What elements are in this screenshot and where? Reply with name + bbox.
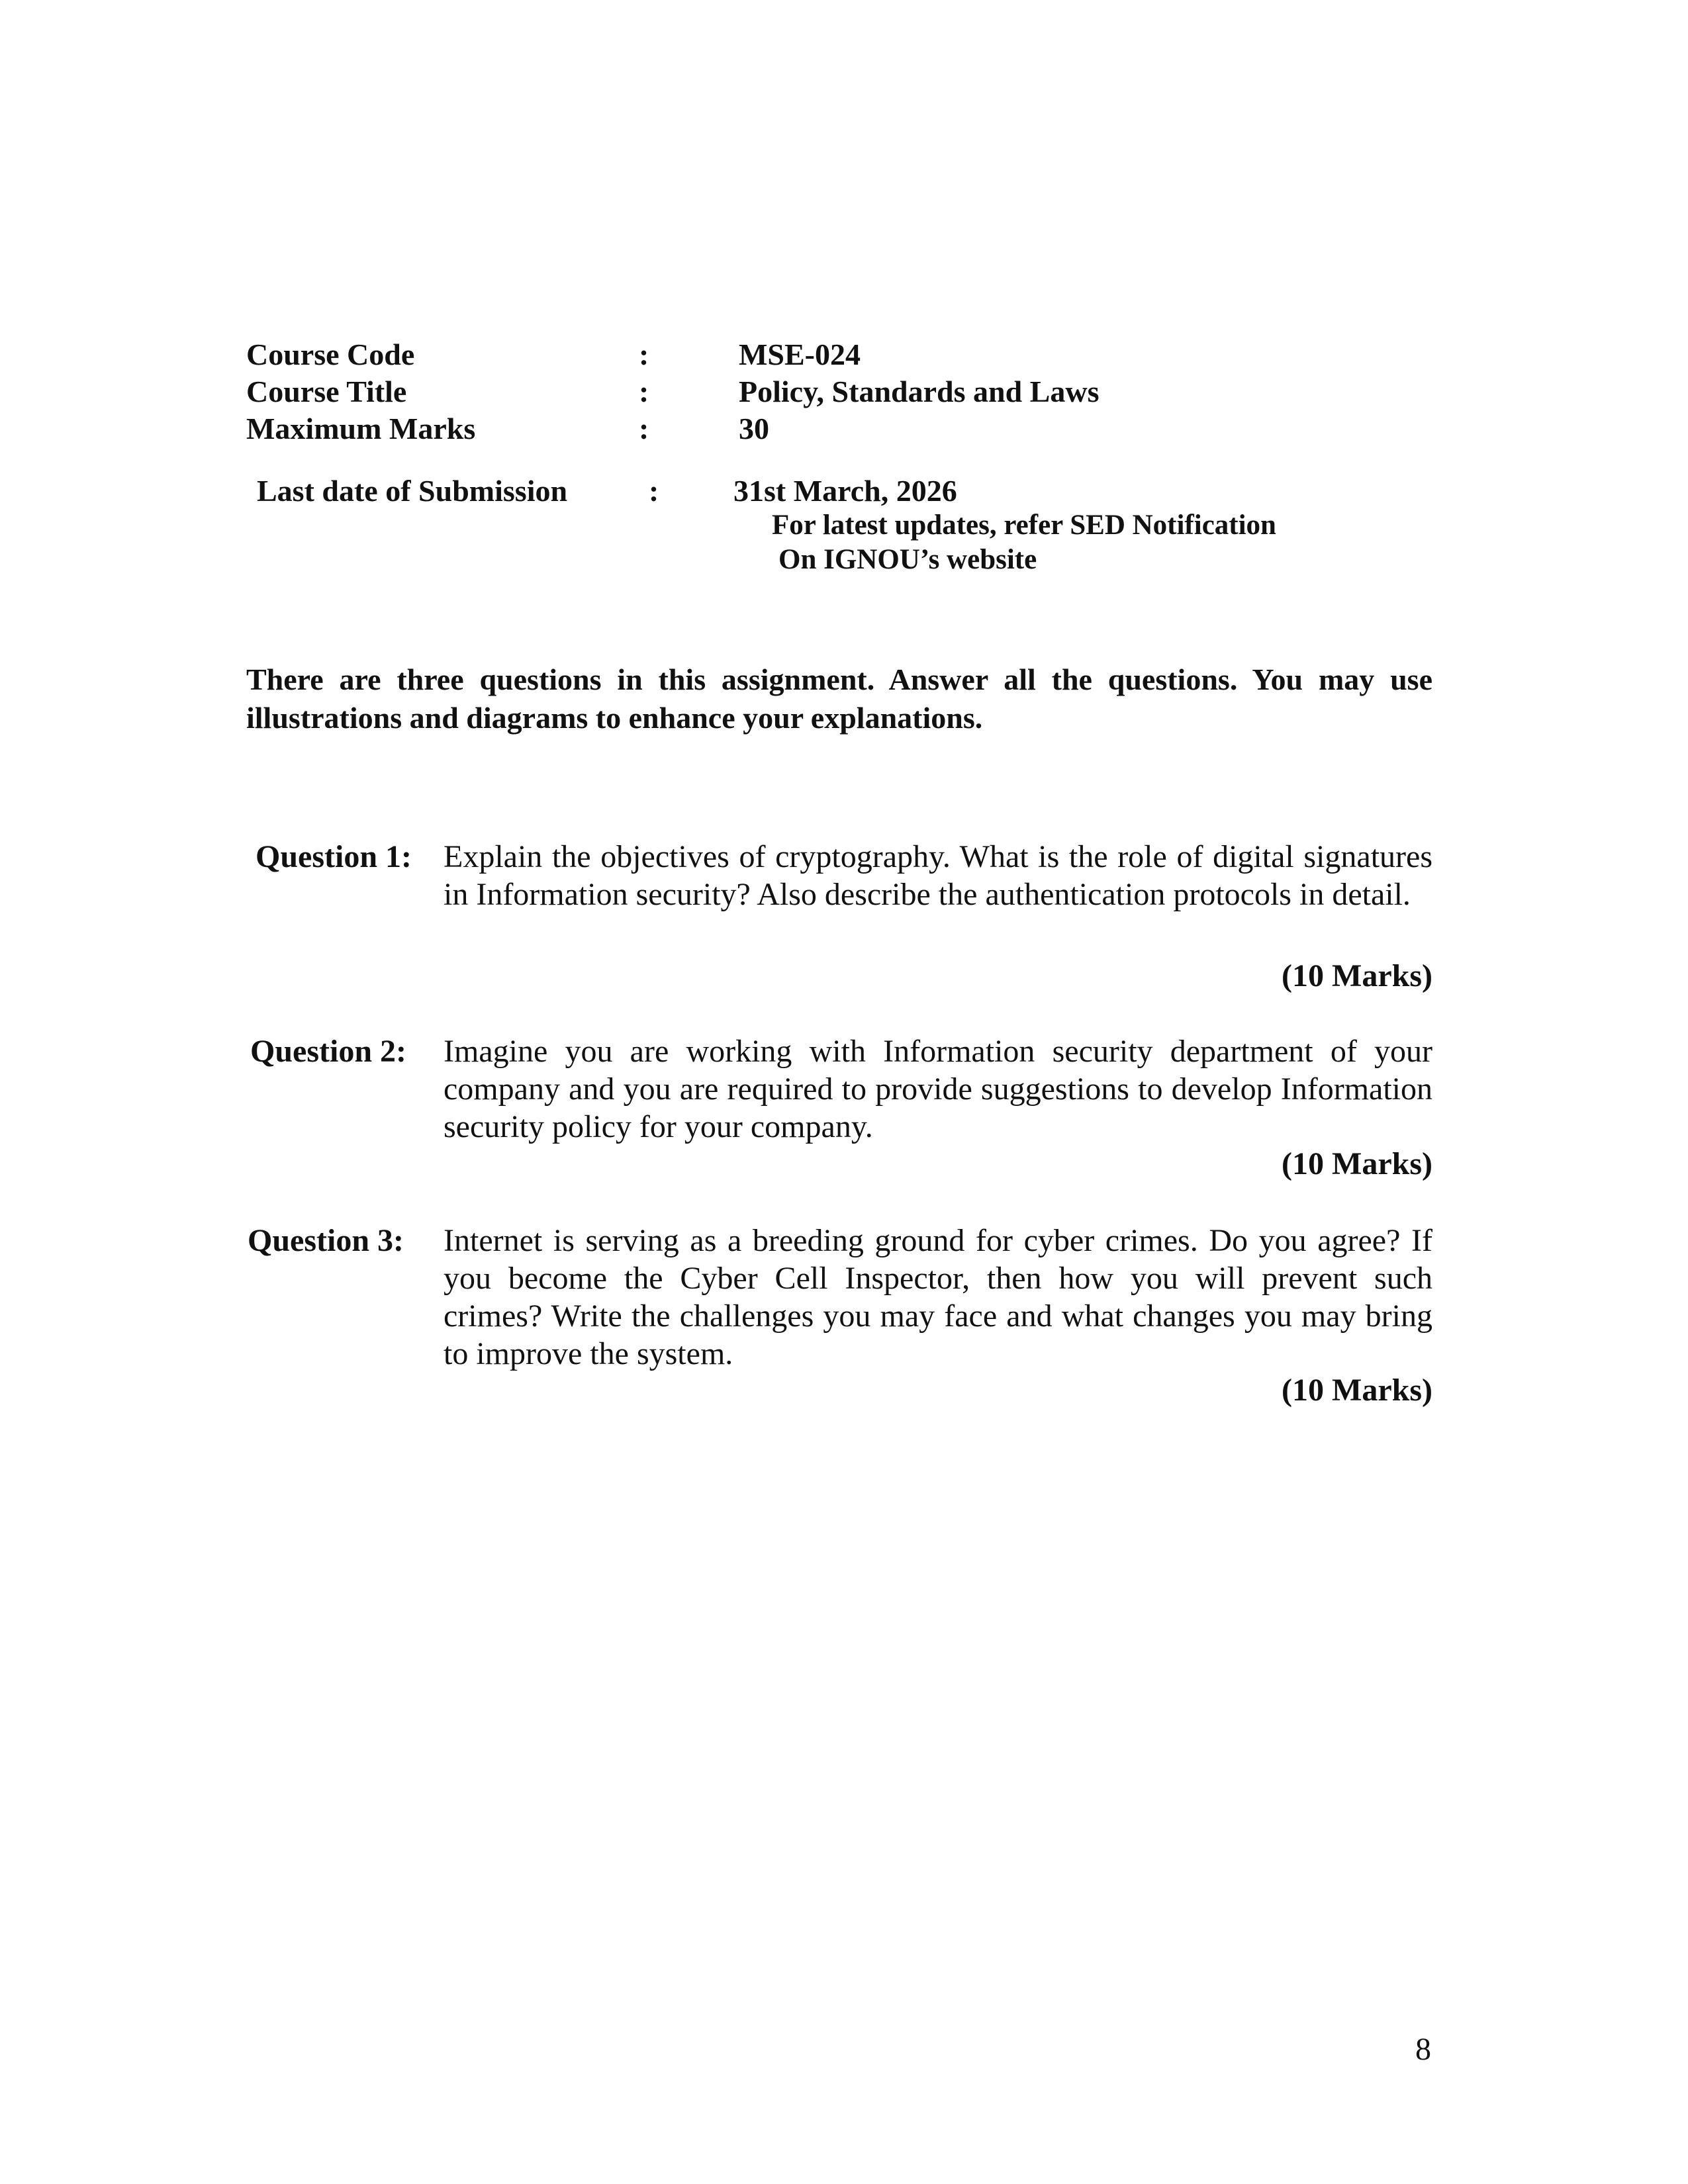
course-title-separator: : bbox=[639, 375, 649, 408]
max-marks-separator: : bbox=[639, 412, 649, 445]
course-title-value: Policy, Standards and Laws bbox=[739, 375, 1100, 408]
question-2-text: Imagine you are working with Information security department of your company and you are required to provide suggestions to develop Information security policy for your company. bbox=[444, 1034, 1432, 1144]
question-3-text: Internet is serving as a breeding ground for cyber crimes. Do you agree? If you become the Cyber Cell Inspector, then how you will prevent such crimes? Write the challenges you may face and what changes you may bring to improve the system. bbox=[444, 1223, 1432, 1371]
question-2-label: Question 2: bbox=[250, 1034, 407, 1069]
last-date-label: Last date of Submission bbox=[257, 474, 568, 508]
max-marks-label: Maximum Marks bbox=[246, 412, 476, 445]
course-code-separator: : bbox=[639, 338, 649, 371]
question-1-marks: (10 Marks) bbox=[1282, 958, 1432, 993]
updates-note-line2: On IGNOU’s website bbox=[778, 544, 1037, 575]
course-title-label: Course Title bbox=[246, 375, 407, 408]
question-1-text: Explain the objectives of cryptography. What is the role of digital signatures in Information security? Also describe the authentication protocols in detail. bbox=[444, 839, 1432, 912]
max-marks-value: 30 bbox=[739, 412, 769, 445]
last-date-value: 31st March, 2026 bbox=[733, 474, 957, 508]
page-number: 8 bbox=[1415, 2032, 1431, 2067]
question-3-marks: (10 Marks) bbox=[1282, 1373, 1432, 1408]
course-code-value: MSE-024 bbox=[739, 338, 861, 371]
assignment-instructions: There are three questions in this assignment. Answer all the questions. You may use illustrations and diagrams to enhance your explanations. bbox=[246, 662, 1432, 735]
updates-note-line1: For latest updates, refer SED Notification bbox=[772, 510, 1276, 541]
question-2-marks: (10 Marks) bbox=[1282, 1146, 1432, 1181]
question-3-label: Question 3: bbox=[248, 1223, 404, 1258]
last-date-separator: : bbox=[649, 474, 659, 508]
course-code-label: Course Code bbox=[246, 338, 415, 371]
question-1-label: Question 1: bbox=[256, 839, 412, 874]
